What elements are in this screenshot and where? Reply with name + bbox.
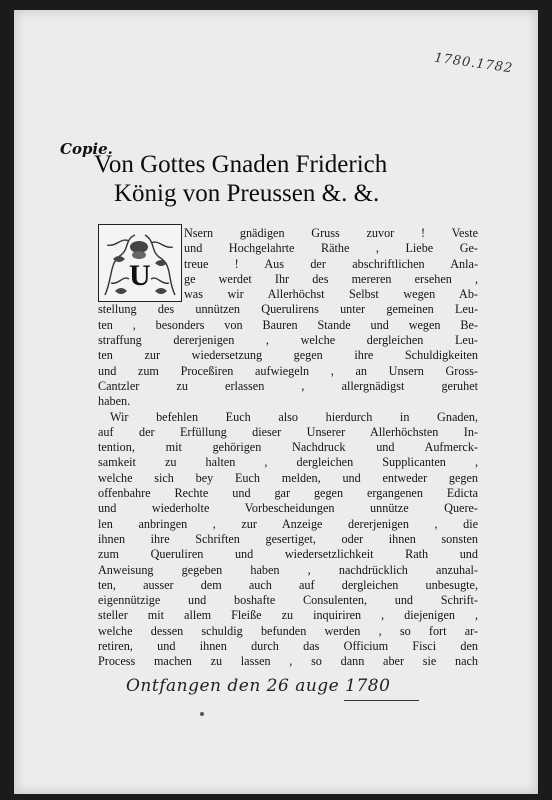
ink-dot xyxy=(200,712,204,716)
body-line: tention, mit gehörigen Nachdruck und Aufmerck- xyxy=(98,440,478,455)
handwritten-date-note: 1780.1782 xyxy=(433,50,514,77)
document-page xyxy=(14,10,538,794)
body-line: steller mit allem Fleiße zu inquiriren , diejenigen , xyxy=(98,608,478,623)
body-line: zum Queruliren und wiedersetzlichkeit Rath und xyxy=(98,547,478,562)
body-line: Anweisung gegeben haben , nachdrücklich anzuhal- xyxy=(98,562,478,577)
copy-marker: Copie. xyxy=(60,140,113,158)
body-line: samkeit zu halten , dergleichen Supplicanten , xyxy=(98,455,478,470)
body-line: ge werdet Ihr des mereren ersehen , xyxy=(184,271,478,286)
title-line-2: König von Preussen &. &. xyxy=(114,180,380,207)
body-line: was wir Allerhöchst Selbst wegen Ab- xyxy=(184,287,478,302)
body-line: Cantzler zu erlassen , allergnädigst geruhet xyxy=(98,378,478,393)
initial-letter: U xyxy=(129,259,151,292)
handwritten-received-note: Ontfangen den 26 auge 1780 xyxy=(126,676,391,696)
document-title xyxy=(94,150,454,208)
body-line: stellung des unnützen Querulirens unter gemeinen Leu- xyxy=(98,302,478,317)
body-line: straffung dererjenigen , welche dergleichen Leu- xyxy=(98,333,478,348)
handwritten-underline xyxy=(344,700,419,701)
body-line: ten, ausser dem auch auf dergleichen unbesugte, xyxy=(98,577,478,592)
title-line-1: Von Gottes Gnaden Friderich xyxy=(94,151,388,178)
body-line: welche sich bey Euch melden, und entweder gegen xyxy=(98,470,478,485)
body-line: eigennützige und boshafte Consulenten, und Schrift- xyxy=(98,593,478,608)
body-line: welche dessen schuldig befunden werden , so fort ar- xyxy=(98,623,478,638)
body-line: auf der Erfüllung dieser Unserer Allerhöchsten In- xyxy=(98,424,478,439)
body-line: und zum Proceßiren aufwiegeln , an Unsern Gross- xyxy=(98,363,478,378)
body-line: Nsern gnädigen Gruss zuvor ! Veste xyxy=(184,226,478,240)
body-line: retiren, und ihnen durch das Officium Fisci den xyxy=(98,639,478,654)
body-line: haben. xyxy=(98,394,131,409)
body-line: Wir befehlen Euch also hierdurch in Gnaden, xyxy=(110,409,478,424)
body-line: ten , besonders von Bauren Stande und wegen Be- xyxy=(98,317,478,332)
body-line: offenbahre Rechte und gar gegen ergangenen Edicta xyxy=(98,486,478,501)
body-line: len anbringen , zur Anzeige dererjenigen , die xyxy=(98,516,478,531)
decorated-initial xyxy=(98,224,182,302)
body-line: treue ! Aus der abschriftlichen Anla- xyxy=(184,256,478,271)
body-line: ten zur wiedersetzung gegen ihre Schuldigkeiten xyxy=(98,348,478,363)
body-line: ihnen ihre Schriften gesertiget, oder ihnen sonsten xyxy=(98,531,478,546)
body-line: Process machen zu lassen , so dann aber sie nach xyxy=(98,654,478,669)
body-line: und Hochgelahrte Räthe , Liebe Ge- xyxy=(184,241,478,256)
body-line: und wiederholte Vorbescheidungen unnütze Quere- xyxy=(98,501,478,516)
